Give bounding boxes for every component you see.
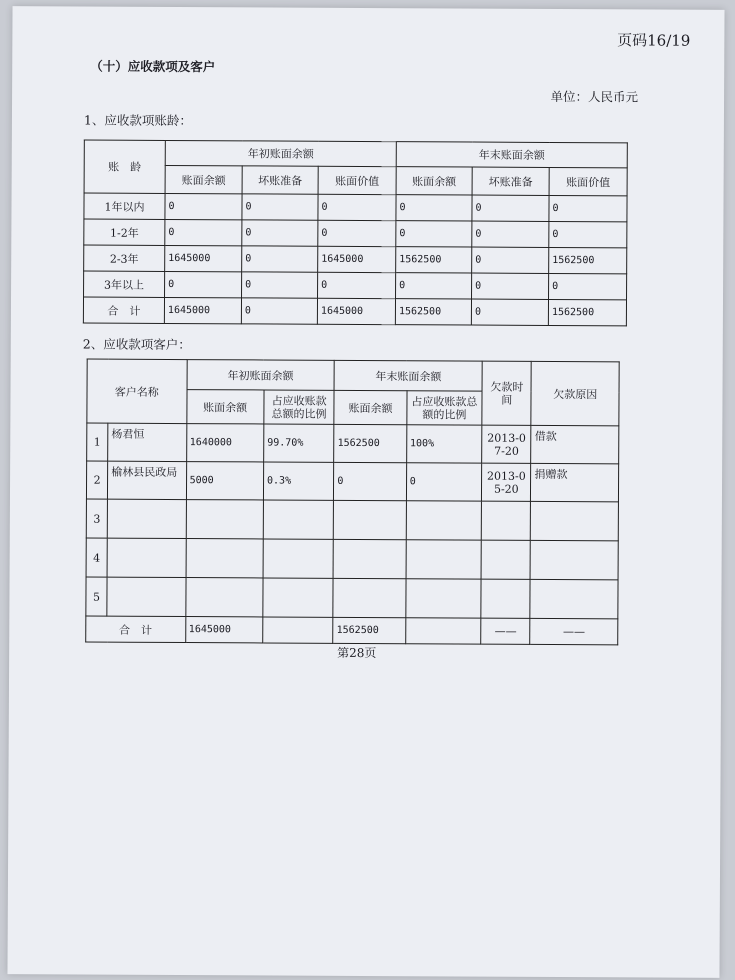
cell: 0 [318, 194, 396, 220]
debt-date: 2013-05-20 [482, 463, 531, 501]
col-date-header: 欠款时间 [482, 361, 532, 425]
sub-col-header: 账面余额 [165, 165, 242, 193]
total-reason: —— [530, 618, 618, 644]
table-row [84, 245, 627, 274]
sub-col-header: 坏账准备 [242, 166, 318, 194]
debt-date [481, 579, 530, 618]
debt-reason [531, 501, 619, 540]
end-ratio [406, 579, 482, 618]
total-label: 合 计 [83, 297, 164, 323]
end-ratio: 100% [406, 425, 482, 463]
total-row [86, 616, 618, 645]
cell: 0 [165, 219, 242, 245]
total-label: 合 计 [86, 616, 186, 643]
total-end-ratio [405, 618, 481, 644]
col-age-header: 账 龄 [84, 140, 165, 193]
row-label: 1年以内 [84, 193, 165, 219]
begin-ratio: 0.3% [263, 462, 334, 500]
sub-ratio-header: 占应收账款总额的比例 [264, 390, 335, 424]
cell: 0 [165, 271, 242, 297]
row-no: 5 [86, 577, 107, 616]
cell: 0 [549, 221, 627, 247]
begin-ratio: 99.70% [264, 424, 335, 462]
row-label: 3年以上 [84, 271, 165, 297]
customer-name: 杨君恒 [108, 423, 187, 461]
total-date: —— [481, 618, 530, 644]
sub-col-header: 坏账准备 [472, 167, 549, 195]
table-row [83, 297, 626, 326]
customer-name [107, 499, 186, 538]
cell: 1562500 [549, 247, 627, 273]
table-row [84, 219, 627, 248]
cell: 0 [318, 272, 396, 298]
page-footer: 第28页 [337, 645, 377, 661]
row-no: 1 [87, 423, 108, 461]
end-balance [333, 539, 406, 578]
customers-heading: 2、应收款项客户： [82, 336, 191, 353]
cell: 0 [471, 299, 548, 325]
table-row [84, 271, 627, 300]
cell: 0 [242, 220, 318, 246]
begin-ratio [263, 500, 334, 539]
row-no: 3 [86, 499, 107, 538]
debt-reason: 借款 [531, 425, 619, 463]
cell: 0 [472, 195, 549, 221]
cell: 0 [165, 193, 242, 219]
begin-balance: 5000 [186, 462, 264, 500]
sub-balance-header: 账面余额 [186, 390, 264, 424]
cell: 0 [241, 298, 317, 324]
sub-col-header: 账面价值 [318, 166, 396, 194]
table-row [86, 499, 618, 541]
debt-reason: 捐赠款 [531, 463, 619, 501]
cell: 1562500 [396, 247, 472, 273]
total-begin-ratio [263, 617, 334, 643]
cell: 1562500 [548, 299, 626, 325]
group-begin-header: 年初账面余额 [187, 360, 335, 391]
cell: 0 [472, 221, 549, 247]
begin-balance [186, 539, 264, 578]
begin-ratio [263, 578, 334, 617]
end-balance: 1562500 [334, 424, 407, 462]
begin-balance [186, 500, 264, 539]
cell: 0 [396, 195, 472, 221]
end-balance [333, 578, 406, 617]
sub-col-header: 账面价值 [549, 167, 627, 195]
sub-ratio-header: 占应收账款总额的比例 [407, 391, 483, 425]
document-page [7, 6, 724, 978]
sub-col-header: 账面余额 [396, 167, 472, 195]
group-begin-header: 年初账面余额 [165, 140, 396, 166]
end-ratio [406, 540, 482, 579]
cell: 0 [318, 220, 396, 246]
aging-heading: 1、应收款项账龄： [83, 112, 192, 129]
cell: 0 [242, 246, 318, 272]
customer-name: 榆林县民政局 [108, 461, 187, 499]
cell: 0 [549, 195, 627, 221]
end-balance: 0 [334, 462, 407, 500]
debt-date [481, 501, 530, 540]
cell: 1645000 [165, 245, 242, 271]
cell: 0 [396, 221, 472, 247]
group-end-header: 年末账面余额 [396, 142, 627, 168]
end-ratio: 0 [406, 463, 482, 501]
page-label: 页码16/19 [617, 31, 691, 50]
cell: 0 [242, 272, 318, 298]
unit-label: 单位：人民币元 [550, 88, 639, 105]
cell: 1645000 [164, 297, 241, 323]
col-reason-header: 欠款原因 [531, 361, 619, 425]
end-balance [334, 500, 407, 539]
debt-reason [530, 540, 618, 579]
cell: 0 [549, 273, 627, 299]
row-label: 2-3年 [84, 245, 165, 271]
cell: 0 [472, 273, 549, 299]
total-begin-balance: 1645000 [185, 617, 263, 643]
sub-balance-header: 账面余额 [334, 390, 407, 424]
customer-name [107, 538, 186, 577]
table-row [86, 538, 618, 580]
debt-reason [530, 579, 618, 618]
aging-table [83, 140, 628, 327]
cell: 0 [472, 247, 549, 273]
col-name-header: 客户名称 [87, 359, 187, 424]
cell: 0 [396, 273, 472, 299]
begin-balance: 1640000 [186, 424, 264, 462]
section-title: （十）应收款项及客户 [90, 58, 216, 75]
table-row [86, 577, 618, 619]
table-row [86, 461, 618, 502]
group-end-header: 年末账面余额 [334, 360, 482, 391]
begin-ratio [263, 539, 334, 578]
row-no: 2 [86, 461, 107, 499]
cell: 1645000 [318, 246, 396, 272]
begin-balance [185, 578, 263, 617]
debt-date [481, 540, 530, 579]
customer-name [107, 577, 186, 616]
debt-date: 2013-07-20 [482, 425, 531, 463]
end-ratio [406, 501, 482, 540]
customers-table [85, 359, 619, 646]
table-row [84, 193, 627, 222]
row-label: 1-2年 [84, 219, 165, 245]
cell: 1645000 [317, 298, 395, 324]
total-end-balance: 1562500 [333, 617, 406, 643]
cell: 1562500 [395, 299, 471, 325]
row-no: 4 [86, 538, 107, 577]
table-row [87, 423, 619, 464]
cell: 0 [242, 194, 318, 220]
